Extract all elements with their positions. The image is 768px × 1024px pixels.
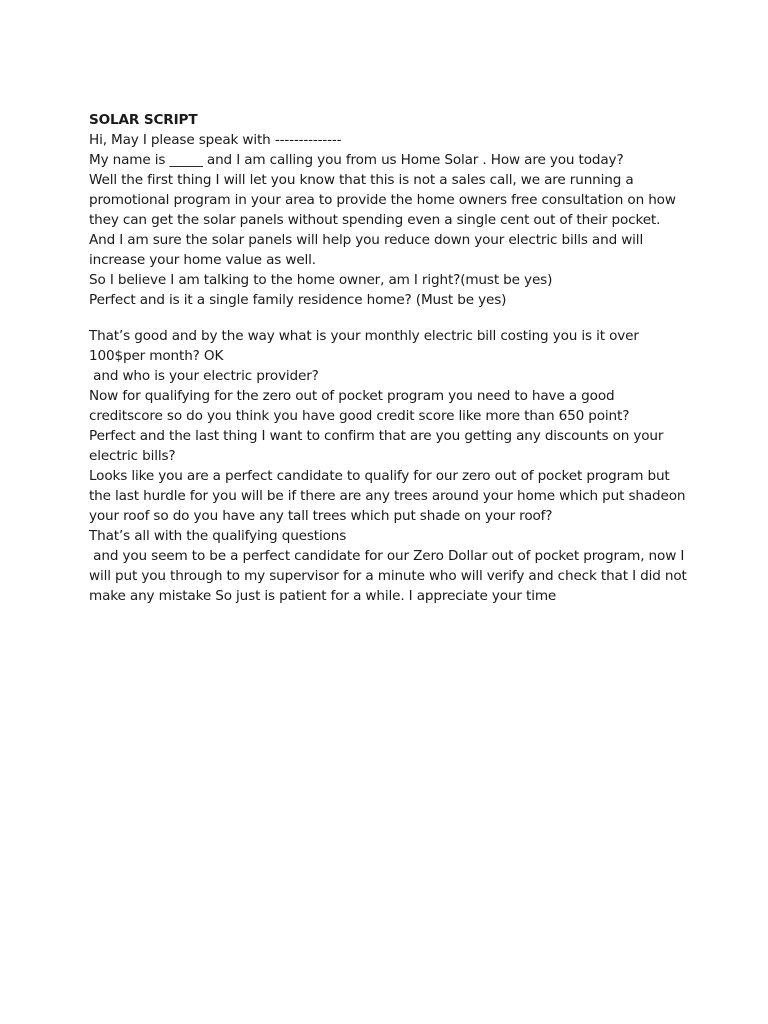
paragraph-electric-provider: and who is your electric provider? [89, 368, 319, 384]
paragraph-spacer [89, 310, 689, 326]
paragraph-residence-check: Perfect and is it a single family residence home? (Must be yes) [89, 292, 507, 308]
script-document [89, 110, 689, 606]
paragraph-discounts: Perfect and the last thing I want to confirm that are you getting any discounts on your electric bills? [89, 428, 668, 464]
paragraph-credit-score: Now for qualifying for the zero out of pocket program you need to have a good creditscore so do you think you have good credit score like more than 650 point? [89, 388, 630, 424]
paragraph-home-owner-check: So I believe I am talking to the home owner, am I right?(must be yes) [89, 272, 553, 288]
paragraph-greeting: Hi, May I please speak with -------------- [89, 132, 342, 148]
paragraph-qualifying-done: That’s all with the qualifying questions [89, 528, 347, 544]
paragraph-introduction: My name is _____ and I am calling you from us Home Solar . How are you today? [89, 152, 624, 168]
paragraph-program-pitch: Well the first thing I will let you know that this is not a sales call, we are running a promotional program in your area to provide the home owners free consultation on how they can get the solar panels without spending even a single cent out of their pocket. And I am sure the solar panels will help you reduce down your electric bills and will increase your home value as well. [89, 172, 680, 268]
paragraph-trees-shade: Looks like you are a perfect candidate to qualify for our zero out of pocket program but the last hurdle for you will be if there are any trees around your home which put shadeon your roof so do you have any tall trees which put shade on your roof? [89, 468, 690, 524]
paragraph-electric-bill: That’s good and by the way what is your monthly electric bill costing you is it over 100$per month? OK [89, 328, 643, 364]
paragraph-supervisor-transfer: and you seem to be a perfect candidate for our Zero Dollar out of pocket program, now I will put you through to my supervisor for a minute who will verify and check that I did not make any mistake So just is patient for a while. I appreciate your time [89, 548, 691, 604]
document-title: SOLAR SCRIPT [89, 112, 198, 128]
